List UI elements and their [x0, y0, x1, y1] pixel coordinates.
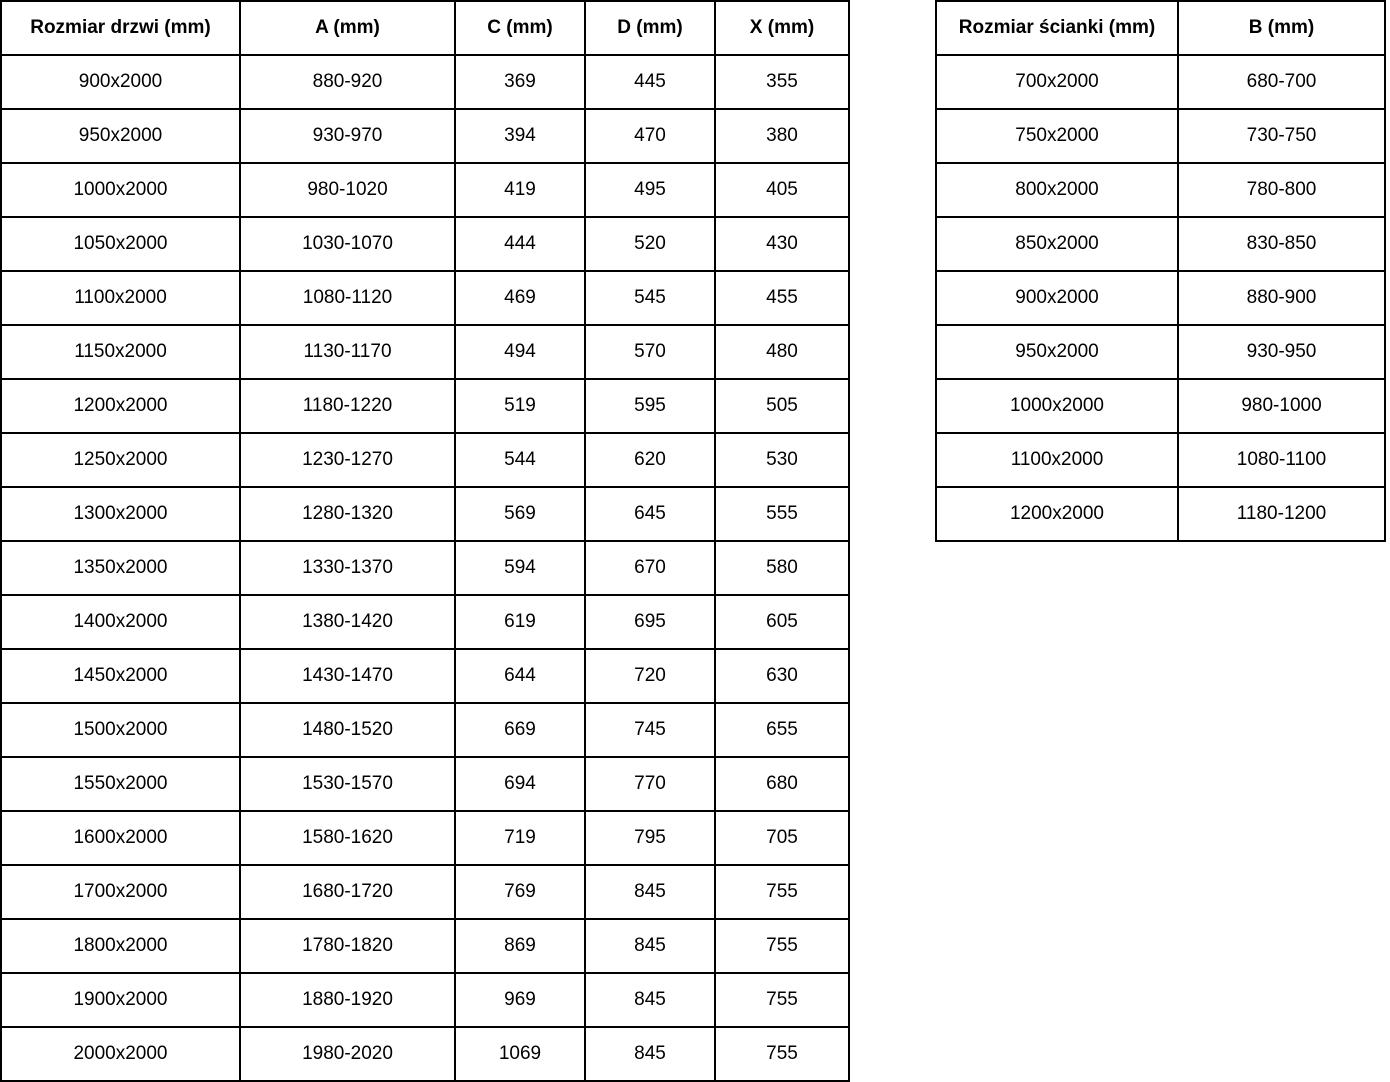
- table-cell: 900x2000: [936, 271, 1178, 325]
- table-cell: 705: [715, 811, 849, 865]
- table-cell: 1300x2000: [1, 487, 240, 541]
- table-cell: 750x2000: [936, 109, 1178, 163]
- table-cell: 1180-1220: [240, 379, 455, 433]
- table-row: [936, 487, 1385, 541]
- table-cell: 430: [715, 217, 849, 271]
- table-row: [1, 973, 849, 1027]
- table-cell: 1980-2020: [240, 1027, 455, 1081]
- table-row: [1, 325, 849, 379]
- table-cell: 719: [455, 811, 585, 865]
- table-cell: 695: [585, 595, 715, 649]
- header-row: [1, 1, 849, 55]
- table-cell: 1000x2000: [936, 379, 1178, 433]
- table-cell: 1200x2000: [1, 379, 240, 433]
- table-row: [936, 325, 1385, 379]
- table-cell: 1250x2000: [1, 433, 240, 487]
- wall-table-body: [936, 55, 1385, 541]
- table-cell: 770: [585, 757, 715, 811]
- table-cell: 580: [715, 541, 849, 595]
- table-cell: 1230-1270: [240, 433, 455, 487]
- table-cell: 355: [715, 55, 849, 109]
- table-cell: 1880-1920: [240, 973, 455, 1027]
- table-row: [1, 271, 849, 325]
- table-row: [936, 379, 1385, 433]
- table-cell: 969: [455, 973, 585, 1027]
- table-cell: 694: [455, 757, 585, 811]
- table-cell: 444: [455, 217, 585, 271]
- table-cell: 494: [455, 325, 585, 379]
- table-cell: 469: [455, 271, 585, 325]
- table-cell: 1580-1620: [240, 811, 455, 865]
- table-cell: 645: [585, 487, 715, 541]
- table-cell: 1780-1820: [240, 919, 455, 973]
- table-cell: 1180-1200: [1178, 487, 1385, 541]
- column-header-x: X (mm): [715, 1, 849, 55]
- table-cell: 755: [715, 919, 849, 973]
- table-cell: 930-950: [1178, 325, 1385, 379]
- table-cell: 845: [585, 865, 715, 919]
- table-row: [1, 919, 849, 973]
- table-cell: 480: [715, 325, 849, 379]
- table-row: [1, 541, 849, 595]
- table-cell: 644: [455, 649, 585, 703]
- table-row: [1, 217, 849, 271]
- table-cell: 1530-1570: [240, 757, 455, 811]
- table-cell: 1330-1370: [240, 541, 455, 595]
- table-cell: 780-800: [1178, 163, 1385, 217]
- header-row: [936, 1, 1385, 55]
- table-cell: 545: [585, 271, 715, 325]
- table-cell: 1450x2000: [1, 649, 240, 703]
- table-row: [1, 757, 849, 811]
- table-cell: 1600x2000: [1, 811, 240, 865]
- table-cell: 1130-1170: [240, 325, 455, 379]
- table-cell: 619: [455, 595, 585, 649]
- table-row: [936, 433, 1385, 487]
- column-header-rozmiar-scianki: Rozmiar ścianki (mm): [936, 1, 1178, 55]
- column-header-rozmiar-drzwi: Rozmiar drzwi (mm): [1, 1, 240, 55]
- table-row: [1, 55, 849, 109]
- table-cell: 1350x2000: [1, 541, 240, 595]
- table-cell: 755: [715, 973, 849, 1027]
- table-row: [1, 649, 849, 703]
- table-cell: 850x2000: [936, 217, 1178, 271]
- wall-table-header: [936, 1, 1385, 55]
- door-table-header: [1, 1, 849, 55]
- table-cell: 1150x2000: [1, 325, 240, 379]
- table-row: [936, 109, 1385, 163]
- table-cell: 495: [585, 163, 715, 217]
- table-cell: 1380-1420: [240, 595, 455, 649]
- column-header-d: D (mm): [585, 1, 715, 55]
- table-cell: 445: [585, 55, 715, 109]
- table-cell: 555: [715, 487, 849, 541]
- table-cell: 845: [585, 1027, 715, 1081]
- table-cell: 544: [455, 433, 585, 487]
- table-row: [1, 1027, 849, 1081]
- table-cell: 1500x2000: [1, 703, 240, 757]
- table-cell: 830-850: [1178, 217, 1385, 271]
- column-header-b: B (mm): [1178, 1, 1385, 55]
- table-row: [1, 163, 849, 217]
- table-cell: 900x2000: [1, 55, 240, 109]
- table-cell: 800x2000: [936, 163, 1178, 217]
- table-cell: 530: [715, 433, 849, 487]
- table-row: [1, 811, 849, 865]
- table-cell: 1080-1120: [240, 271, 455, 325]
- table-cell: 1550x2000: [1, 757, 240, 811]
- table-cell: 755: [715, 865, 849, 919]
- table-cell: 720: [585, 649, 715, 703]
- table-cell: 950x2000: [1, 109, 240, 163]
- table-cell: 845: [585, 973, 715, 1027]
- table-cell: 880-900: [1178, 271, 1385, 325]
- table-cell: 455: [715, 271, 849, 325]
- table-cell: 419: [455, 163, 585, 217]
- table-cell: 505: [715, 379, 849, 433]
- table-cell: 380: [715, 109, 849, 163]
- table-row: [936, 271, 1385, 325]
- table-cell: 1400x2000: [1, 595, 240, 649]
- table-row: [1, 703, 849, 757]
- table-cell: 1200x2000: [936, 487, 1178, 541]
- table-row: [936, 55, 1385, 109]
- table-row: [936, 163, 1385, 217]
- table-cell: 1000x2000: [1, 163, 240, 217]
- table-cell: 1480-1520: [240, 703, 455, 757]
- table-cell: 700x2000: [936, 55, 1178, 109]
- table-cell: 1100x2000: [1, 271, 240, 325]
- table-cell: 980-1000: [1178, 379, 1385, 433]
- table-cell: 1900x2000: [1, 973, 240, 1027]
- table-cell: 569: [455, 487, 585, 541]
- table-cell: 769: [455, 865, 585, 919]
- table-cell: 594: [455, 541, 585, 595]
- table-cell: 369: [455, 55, 585, 109]
- table-cell: 680: [715, 757, 849, 811]
- column-header-c: C (mm): [455, 1, 585, 55]
- table-cell: 1280-1320: [240, 487, 455, 541]
- table-cell: 470: [585, 109, 715, 163]
- table-cell: 1700x2000: [1, 865, 240, 919]
- table-cell: 620: [585, 433, 715, 487]
- table-cell: 880-920: [240, 55, 455, 109]
- door-table-body: [1, 55, 849, 1081]
- table-cell: 670: [585, 541, 715, 595]
- table-row: [1, 487, 849, 541]
- table-cell: 745: [585, 703, 715, 757]
- table-row: [1, 433, 849, 487]
- table-cell: 1080-1100: [1178, 433, 1385, 487]
- table-cell: 930-970: [240, 109, 455, 163]
- table-cell: 655: [715, 703, 849, 757]
- table-cell: 1030-1070: [240, 217, 455, 271]
- table-cell: 605: [715, 595, 849, 649]
- table-row: [936, 217, 1385, 271]
- column-header-a: A (mm): [240, 1, 455, 55]
- table-cell: 980-1020: [240, 163, 455, 217]
- table-cell: 595: [585, 379, 715, 433]
- table-row: [1, 379, 849, 433]
- table-row: [1, 595, 849, 649]
- table-cell: 1430-1470: [240, 649, 455, 703]
- table-cell: 570: [585, 325, 715, 379]
- table-row: [1, 865, 849, 919]
- table-cell: 755: [715, 1027, 849, 1081]
- table-cell: 1069: [455, 1027, 585, 1081]
- table-cell: 1800x2000: [1, 919, 240, 973]
- table-cell: 680-700: [1178, 55, 1385, 109]
- table-cell: 1680-1720: [240, 865, 455, 919]
- table-cell: 394: [455, 109, 585, 163]
- table-row: [1, 109, 849, 163]
- table-cell: 630: [715, 649, 849, 703]
- table-cell: 1100x2000: [936, 433, 1178, 487]
- table-cell: 519: [455, 379, 585, 433]
- table-cell: 405: [715, 163, 849, 217]
- table-cell: 669: [455, 703, 585, 757]
- table-cell: 795: [585, 811, 715, 865]
- table-cell: 730-750: [1178, 109, 1385, 163]
- table-cell: 869: [455, 919, 585, 973]
- table-cell: 520: [585, 217, 715, 271]
- table-cell: 2000x2000: [1, 1027, 240, 1081]
- table-cell: 1050x2000: [1, 217, 240, 271]
- wall-size-table: [935, 0, 1386, 542]
- table-cell: 845: [585, 919, 715, 973]
- table-cell: 950x2000: [936, 325, 1178, 379]
